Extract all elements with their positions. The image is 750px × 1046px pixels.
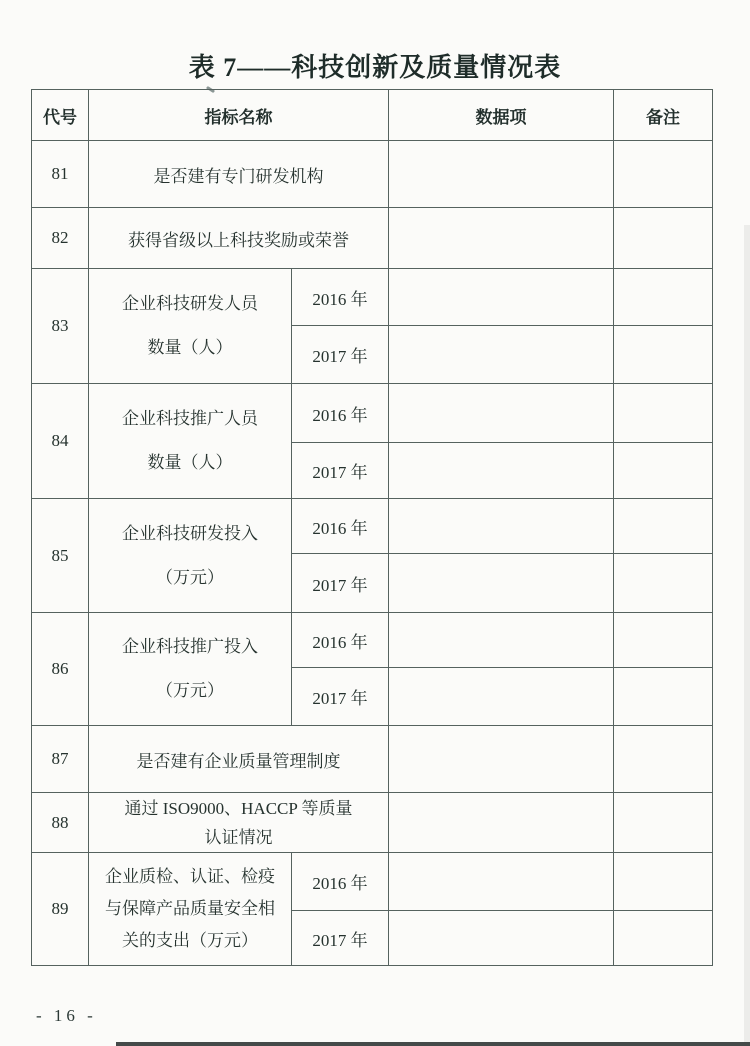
col-header-indicator: 指标名称 (89, 90, 389, 141)
year-cell: 2017 年 (292, 554, 389, 613)
remark-cell (614, 726, 713, 793)
code-cell: 83 (32, 269, 89, 384)
remark-cell (614, 613, 713, 668)
table-row (32, 269, 713, 326)
indicator-line: 与保障产品质量安全相 (105, 899, 275, 918)
page-title: 表 7——科技创新及质量情况表 (188, 53, 562, 82)
remark-cell (614, 269, 713, 326)
indicator-cell: 是否建有专门研发机构 (89, 141, 389, 208)
col-header-code: 代号 (32, 90, 89, 141)
indicator-line: 企业质检、认证、检疫 (105, 867, 275, 886)
year-cell: 2016 年 (292, 499, 389, 554)
year-cell: 2017 年 (292, 326, 389, 384)
code-cell: 86 (32, 613, 89, 726)
code-cell: 87 (32, 726, 89, 793)
remark-cell (614, 141, 713, 208)
data-item-cell (389, 141, 614, 208)
remark-cell (614, 384, 713, 443)
year-cell: 2016 年 (292, 853, 389, 911)
data-item-cell (389, 499, 614, 554)
indicator-line: 数量（人） (147, 453, 233, 472)
col-header-remark: 备注 (614, 90, 713, 141)
indicator-cell (89, 269, 292, 384)
indicator-line: 企业科技研发人员 (122, 294, 258, 313)
code-cell: 85 (32, 499, 89, 613)
table-row (32, 384, 713, 443)
remark-cell (614, 668, 713, 726)
col-header-data-item: 数据项 (389, 90, 614, 141)
data-item-cell (389, 208, 614, 269)
remark-cell (614, 499, 713, 554)
year-cell: 2017 年 (292, 911, 389, 966)
data-item-cell (389, 443, 614, 499)
data-item-cell (389, 853, 614, 911)
remark-cell (614, 911, 713, 966)
code-cell: 88 (32, 793, 89, 853)
remark-cell (614, 554, 713, 613)
year-cell: 2016 年 (292, 384, 389, 443)
code-cell: 84 (32, 384, 89, 499)
indicator-line: （万元） (156, 681, 224, 700)
data-item-cell (389, 269, 614, 326)
data-item-cell (389, 668, 614, 726)
data-item-cell (389, 384, 614, 443)
table-row (32, 613, 713, 668)
code-cell: 81 (32, 141, 89, 208)
table-row (32, 726, 713, 793)
indicator-line: 企业科技研发投入 (122, 523, 258, 543)
remark-cell (614, 793, 713, 853)
year-cell: 2016 年 (292, 613, 389, 668)
code-cell: 89 (32, 853, 89, 966)
year-cell: 2017 年 (292, 668, 389, 726)
indicator-cell (89, 793, 389, 853)
data-item-cell (389, 793, 614, 853)
table-row (32, 141, 713, 208)
indicator-cell (89, 613, 292, 726)
data-item-cell (389, 911, 614, 966)
remark-cell (614, 853, 713, 911)
indicator-line: 关的支出（万元） (122, 931, 258, 950)
indicator-line: 认证情况 (204, 827, 273, 847)
table-header-row (32, 90, 713, 141)
data-item-cell (389, 726, 614, 793)
indicator-line: 数量（人） (147, 338, 233, 357)
data-item-cell (389, 326, 614, 384)
indicator-cell: 是否建有企业质量管理制度 (89, 726, 389, 793)
data-item-cell (389, 613, 614, 668)
table-row (32, 793, 713, 853)
page-number: - 16 - (36, 1006, 97, 1025)
year-cell: 2016 年 (292, 269, 389, 326)
code-cell: 82 (32, 208, 89, 269)
remark-cell (614, 326, 713, 384)
remark-cell (614, 443, 713, 499)
table-row (32, 208, 713, 269)
data-item-cell (389, 554, 614, 613)
scanner-edge-artifact (744, 225, 750, 1046)
indicator-line: 企业科技推广人员 (122, 409, 258, 428)
indicator-line: 通过 ISO9000、HACCP 等质量 (124, 798, 353, 818)
indicator-cell (89, 853, 292, 966)
table-row (32, 499, 713, 554)
year-cell: 2017 年 (292, 443, 389, 499)
tech-innovation-quality-table (31, 89, 713, 966)
scanner-bottom-bar-artifact (116, 1042, 750, 1046)
indicator-cell: 获得省级以上科技奖励或荣誉 (89, 208, 389, 269)
indicator-line: 企业科技推广投入 (122, 637, 258, 656)
indicator-line: （万元） (156, 567, 224, 587)
table-row (32, 853, 713, 911)
remark-cell (614, 208, 713, 269)
indicator-cell (89, 499, 292, 613)
indicator-cell (89, 384, 292, 499)
